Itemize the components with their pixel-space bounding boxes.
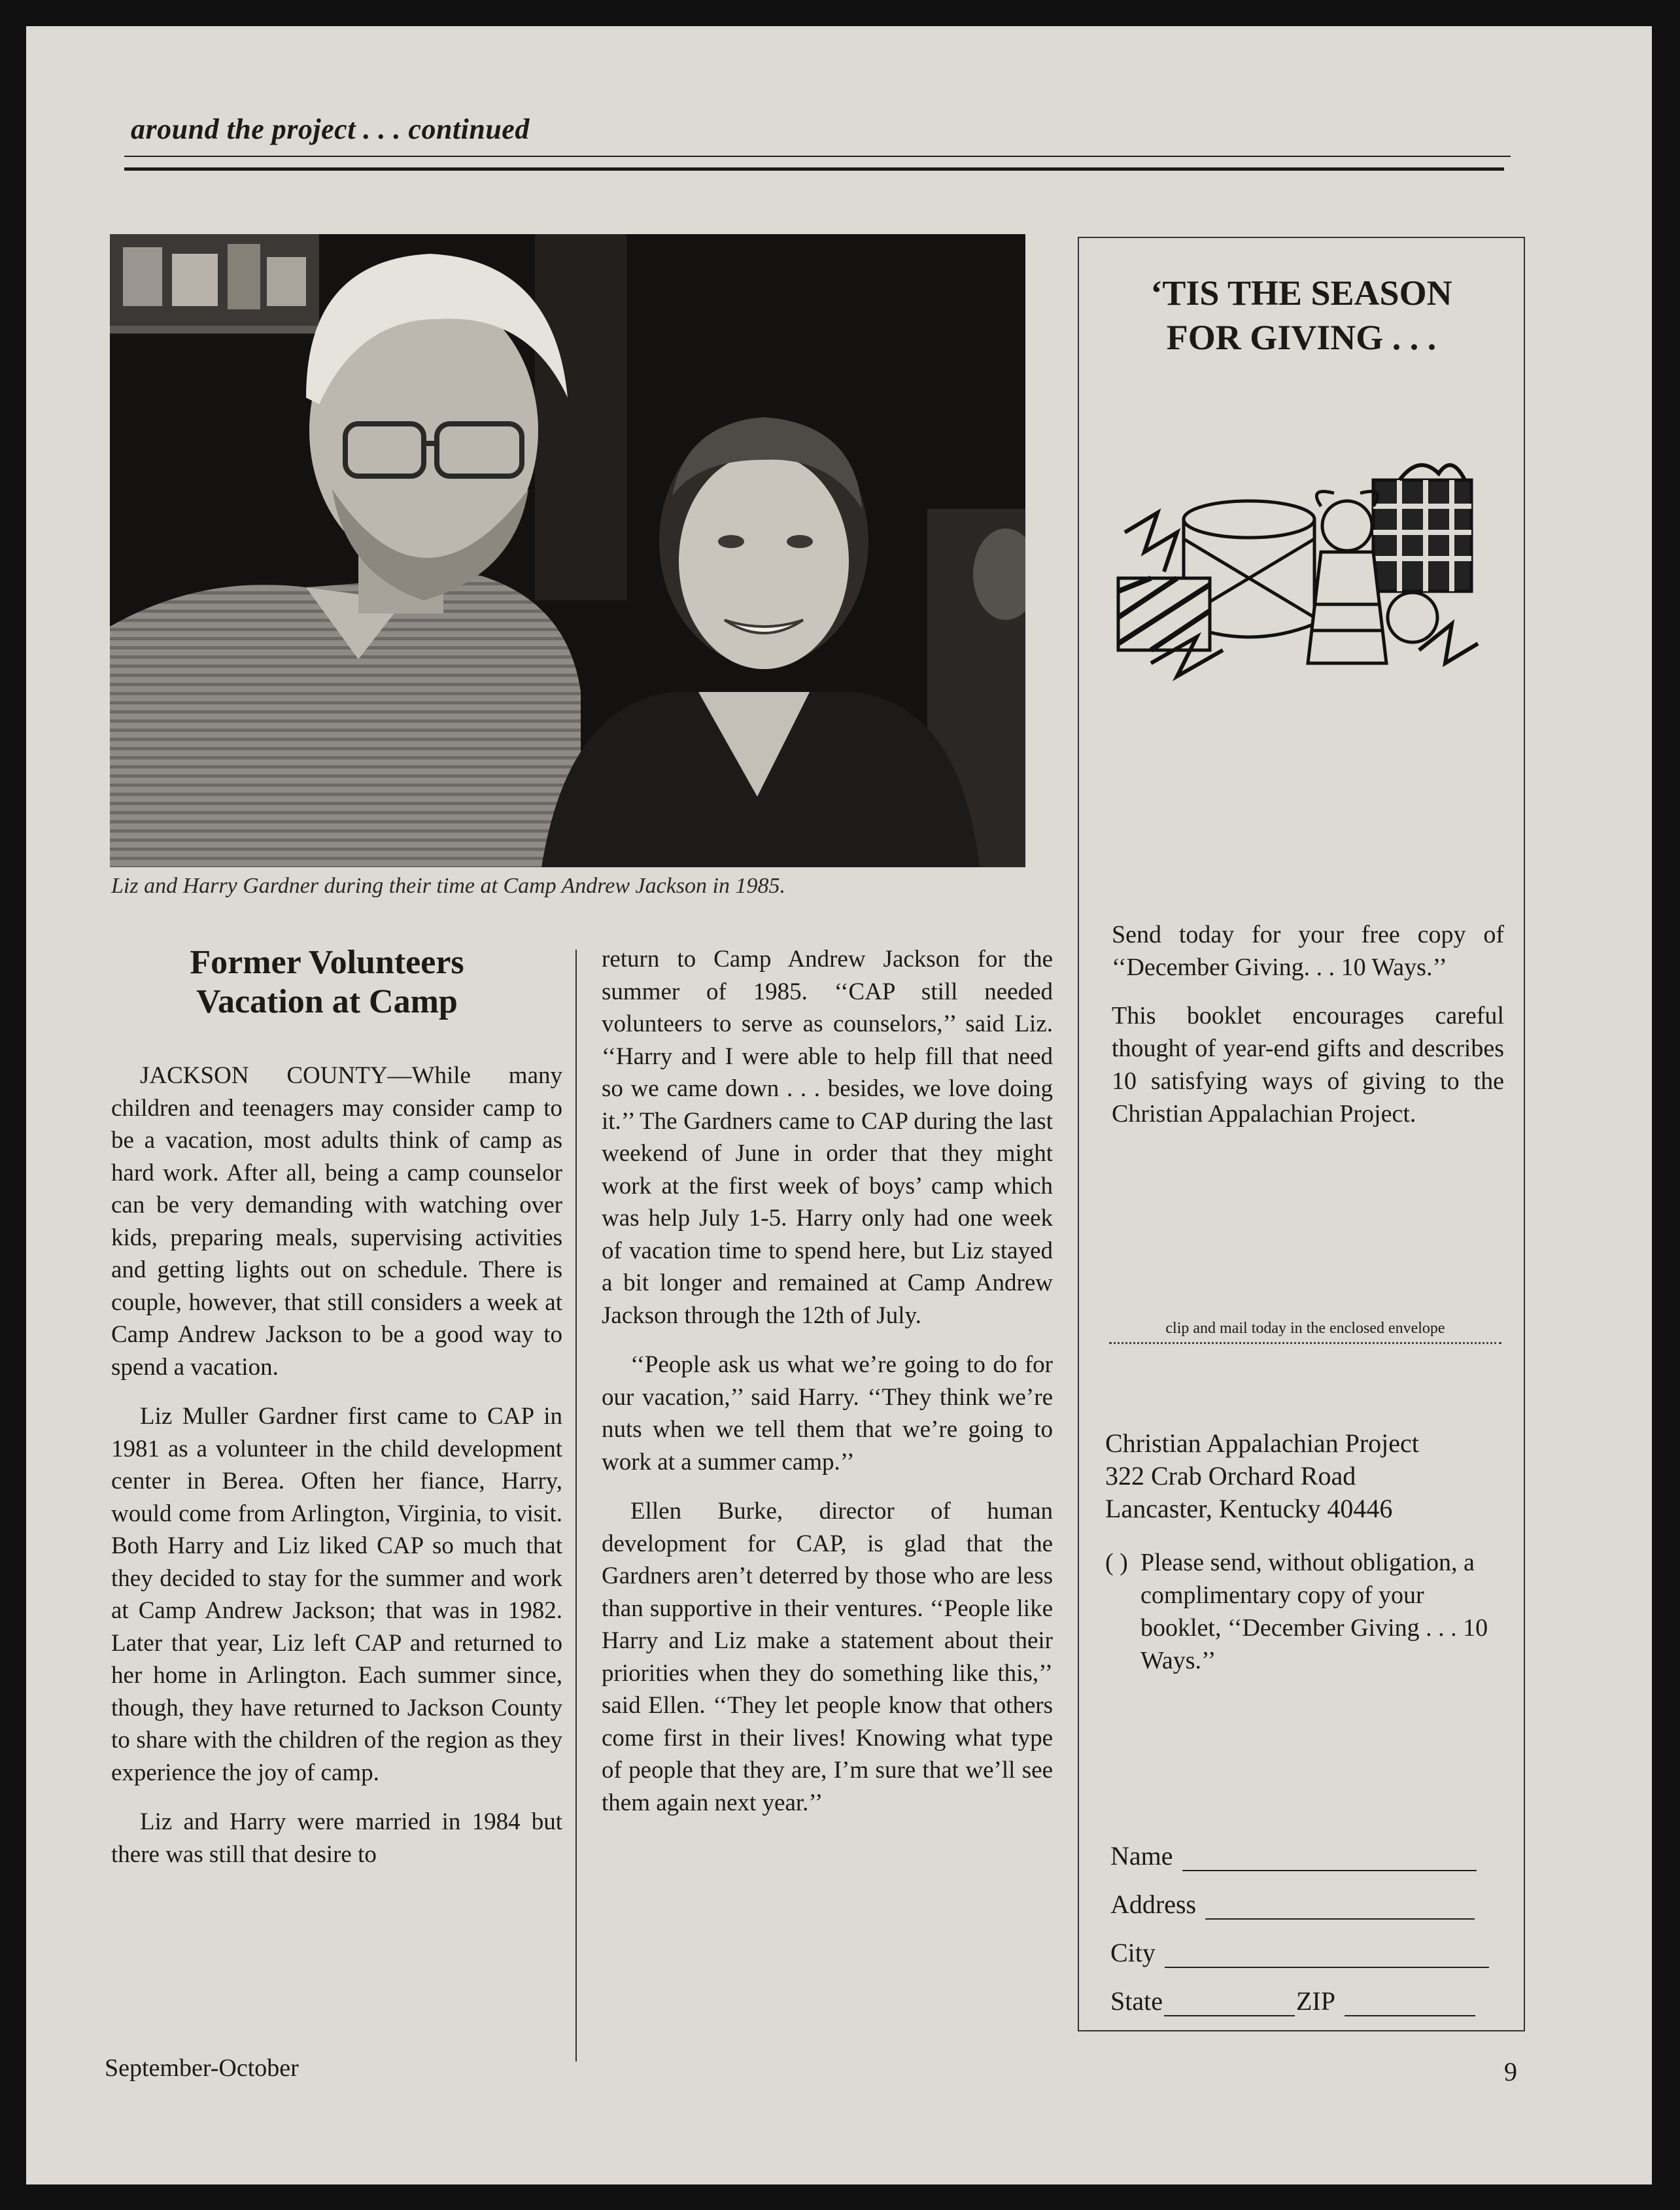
name-label: Name <box>1110 1841 1173 1871</box>
address-field[interactable] <box>1110 1889 1475 1920</box>
city-label: City <box>1110 1938 1156 1967</box>
clip-line <box>1109 1322 1501 1344</box>
column-divider <box>575 950 577 2062</box>
state-label: State <box>1110 1986 1163 2016</box>
photo-caption: Liz and Harry Gardner during their time at Camp Andrew Jackson in 1985. <box>111 874 785 898</box>
issue-date: September-October <box>105 2054 299 2082</box>
coupon-title <box>1079 271 1524 360</box>
request-text: Please send, without obligation, a complimentary copy of your booklet, ‘‘December Giving . . . 10 Ways.’’ <box>1140 1549 1488 1674</box>
coupon-body-1: Send today for your free copy of ‘‘December Giving. . . 10 Ways.’’ <box>1112 921 1504 981</box>
photo-illustration <box>110 234 1025 867</box>
zip-label: ZIP <box>1295 1986 1335 2016</box>
giving-coupon <box>1078 237 1525 2031</box>
city-line[interactable] <box>1165 1942 1489 1968</box>
gifts-illustration-icon <box>1112 454 1491 696</box>
coupon-body <box>1112 918 1504 1146</box>
article-column-2 <box>602 943 1053 1836</box>
paragraph: Liz Muller Gardner first came to CAP in 1981 as a volunteer in the child development center in Berea. Often her fiance, Harry, would come from Arlington, Virginia, to visit. Both Harry and Liz liked CAP so much that they decided to stay for the summer and work at Camp Andrew Jackson; that was in 1982. Later that year, Liz left CAP and returned to her home in Arlington. Each summer since, though, they have returned to Jackson County to share with the children of the region as they experience the joy of camp. <box>111 1403 562 1786</box>
photo-liz-and-harry <box>110 234 1025 867</box>
address-line-1: Christian Appalachian Project <box>1105 1428 1419 1458</box>
booklet-request <box>1105 1546 1504 1677</box>
paragraph: JACKSON COUNTY—While many children and teenagers may consider camp to be a vacation, most adults think of camp as hard work. After all, being a camp counselor can be very demanding with watching over kids, preparing meals, supervising activities and getting lights out on schedule. There is couple, however, that still considers a week at Camp Andrew Jackson to be a good way to spend a vacation. <box>111 1062 562 1381</box>
request-checkbox[interactable]: ( ) <box>1105 1549 1128 1576</box>
mailing-address <box>1105 1427 1511 1525</box>
state-line[interactable] <box>1164 1990 1295 2016</box>
paragraph: Liz and Harry were married in 1984 but there was still that desire to <box>111 1808 562 1868</box>
clip-text: clip and mail today in the enclosed envelope <box>1163 1320 1447 1337</box>
headline-line-1: Former Volunteers <box>190 944 464 981</box>
zip-line[interactable] <box>1345 1990 1475 2016</box>
paragraph: ‘‘People ask us what we’re going to do for our vacation,’’ said Harry. ‘‘They think we’re nuts when we tell them that we’re going to work at a summer camp.’’ <box>602 1351 1053 1476</box>
paragraph: Ellen Burke, director of human development for CAP, is glad that the Gardners aren’t deterred by those who are less than supportive in their ventures. ‘‘People like Harry and Liz make a statement about their priorities when they do something like this,’’ said Ellen. ‘‘They let people know that others come first in their lives! Knowing what type of people that they are, I’m sure that we’ll see them again next year.’’ <box>602 1498 1053 1816</box>
address-label: Address <box>1110 1890 1197 1919</box>
coupon-title-line-2: FOR GIVING . . . <box>1166 318 1437 357</box>
paragraph: return to Camp Andrew Jackson for the summer of 1985. ‘‘CAP still needed volunteers to serve as counselors,’’ said Liz. ‘‘Harry and I were able to help fill that need so we came down . . . besides, we love doing it.’’ The Gardners came to CAP during the last weekend of June in order that they might work at the first week of boys’ camp which was help July 1-5. Harry only had one week of vacation time to spend here, but Liz stayed a bit longer and remained at Camp Andrew Jackson through the 12th of July. <box>602 946 1053 1329</box>
name-line[interactable] <box>1182 1845 1477 1871</box>
city-field[interactable] <box>1110 1937 1489 1968</box>
magazine-page <box>26 26 1652 2184</box>
address-line-2: 322 Crab Orchard Road <box>1105 1461 1356 1491</box>
running-head: around the project . . . continued <box>131 113 530 145</box>
page-number: 9 <box>1504 2057 1517 2086</box>
name-field[interactable] <box>1110 1840 1477 1871</box>
header-rule-thin <box>124 156 1511 157</box>
headline-line-2: Vacation at Camp <box>196 983 458 1020</box>
coupon-title-line-1: ‘TIS THE SEASON <box>1150 273 1452 313</box>
address-line-3: Lancaster, Kentucky 40446 <box>1105 1494 1393 1523</box>
address-line[interactable] <box>1205 1893 1475 1920</box>
coupon-body-2: This booklet encourages careful thought of year-end gifts and describes 10 satisfying ways of giving to the Christian Appalachian Project. <box>1112 1002 1504 1128</box>
article-headline <box>131 943 523 1022</box>
state-zip-field[interactable] <box>1110 1986 1475 2016</box>
article-column-1 <box>111 1060 562 1888</box>
header-rule-thick <box>124 167 1504 171</box>
